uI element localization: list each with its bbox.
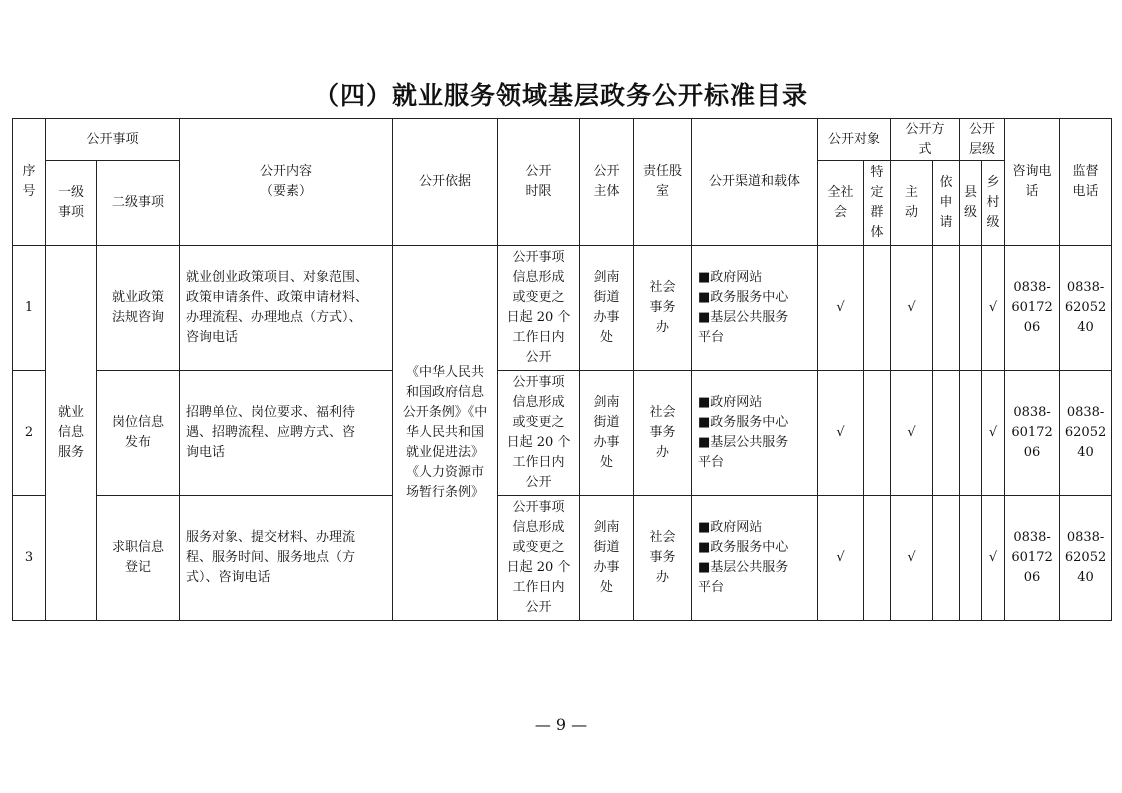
row-method-active: √	[891, 496, 933, 621]
row-level2: 就业政策 法规咨询	[97, 246, 180, 371]
row-method-active: √	[891, 371, 933, 496]
header-level2: 二级事项	[97, 161, 180, 246]
header-consult-phone: 咨询电 话	[1005, 119, 1060, 246]
row-time-limit: 公开事项 信息形成 或变更之 日起 20 个 工作日内 公开	[498, 371, 580, 496]
header-content: 公开内容 （要素）	[180, 119, 393, 246]
header-time-limit: 公开 时限	[498, 119, 580, 246]
header-item-group: 公开事项	[46, 119, 180, 161]
row-dept: 社会 事务 办	[634, 371, 692, 496]
row-target-specific	[864, 371, 891, 496]
row-level-town: √	[982, 371, 1005, 496]
row-subject: 剑南 街道 办事 处	[580, 371, 634, 496]
row-level2: 岗位信息 发布	[97, 371, 180, 496]
header-method-active: 主 动	[891, 161, 933, 246]
row-seq: 3	[13, 496, 46, 621]
header-method-apply: 依 申 请	[933, 161, 960, 246]
row-content: 就业创业政策项目、对象范围、 政策申请条件、政策申请材料、 办理流程、办理地点（方式）、 咨询电话	[180, 246, 393, 371]
row-method-apply	[933, 496, 960, 621]
row-level-county	[960, 246, 982, 371]
row-content: 招聘单位、岗位要求、福利待 遇、招聘流程、应聘方式、咨 询电话	[180, 371, 393, 496]
row-target-all: √	[818, 371, 864, 496]
row-channel: ■政府网站 ■政务服务中心 ■基层公共服务 平台	[692, 496, 818, 621]
page-title: （四）就业服务领域基层政务公开标准目录	[313, 81, 808, 110]
page-number: — 9 —	[534, 715, 588, 734]
row-time-limit: 公开事项 信息形成 或变更之 日起 20 个 工作日内 公开	[498, 496, 580, 621]
row-consult-phone: 0838- 60172 06	[1005, 371, 1060, 496]
row-consult-phone: 0838- 60172 06	[1005, 496, 1060, 621]
row-supervise-phone: 0838- 62052 40	[1060, 371, 1112, 496]
row-level-county	[960, 496, 982, 621]
header-level-group: 公开 层级	[960, 119, 1005, 161]
header-level-town: 乡 村 级	[982, 161, 1005, 246]
header-supervise-phone: 监督 电话	[1060, 119, 1112, 246]
table-row	[13, 246, 1112, 371]
header-basis: 公开依据	[393, 119, 498, 246]
row-method-apply	[933, 246, 960, 371]
row-method-apply	[933, 371, 960, 496]
row-supervise-phone: 0838- 62052 40	[1060, 496, 1112, 621]
row-level-town: √	[982, 496, 1005, 621]
header-target-specific: 特 定 群 体	[864, 161, 891, 246]
row-channel: ■政府网站 ■政务服务中心 ■基层公共服务 平台	[692, 371, 818, 496]
header-target-all: 全社 会	[818, 161, 864, 246]
row-dept: 社会 事务 办	[634, 496, 692, 621]
row-target-specific	[864, 496, 891, 621]
row-subject: 剑南 街道 办事 处	[580, 246, 634, 371]
row-consult-phone: 0838- 60172 06	[1005, 246, 1060, 371]
row-level-town: √	[982, 246, 1005, 371]
header-seq: 序 号	[13, 119, 46, 246]
row-method-active: √	[891, 246, 933, 371]
catalog-table	[12, 118, 1112, 621]
row-content: 服务对象、提交材料、办理流 程、服务时间、服务地点（方 式）、咨询电话	[180, 496, 393, 621]
basis: 《中华人民共 和国政府信息 公开条例》《中 华人民共和国 就业促进法》 《人力资源市 场暂行条例》	[393, 246, 498, 621]
header-level-county: 县 级	[960, 161, 982, 246]
row-target-all: √	[818, 246, 864, 371]
row-subject: 剑南 街道 办事 处	[580, 496, 634, 621]
row-seq: 1	[13, 246, 46, 371]
row-target-all: √	[818, 496, 864, 621]
header-level1: 一级 事项	[46, 161, 97, 246]
table-row	[13, 496, 1112, 621]
row-level-county	[960, 371, 982, 496]
row-dept: 社会 事务 办	[634, 246, 692, 371]
header-method-group: 公开方 式	[891, 119, 960, 161]
header-dept: 责任股 室	[634, 119, 692, 246]
row-target-specific	[864, 246, 891, 371]
header-subject: 公开 主体	[580, 119, 634, 246]
header-channel: 公开渠道和载体	[692, 119, 818, 246]
table-row	[13, 371, 1112, 496]
level1-item: 就业 信息 服务	[46, 246, 97, 621]
row-supervise-phone: 0838- 62052 40	[1060, 246, 1112, 371]
row-seq: 2	[13, 371, 46, 496]
row-channel: ■政府网站 ■政务服务中心 ■基层公共服务 平台	[692, 246, 818, 371]
row-level2: 求职信息 登记	[97, 496, 180, 621]
header-target-group: 公开对象	[818, 119, 891, 161]
row-time-limit: 公开事项 信息形成 或变更之 日起 20 个 工作日内 公开	[498, 246, 580, 371]
